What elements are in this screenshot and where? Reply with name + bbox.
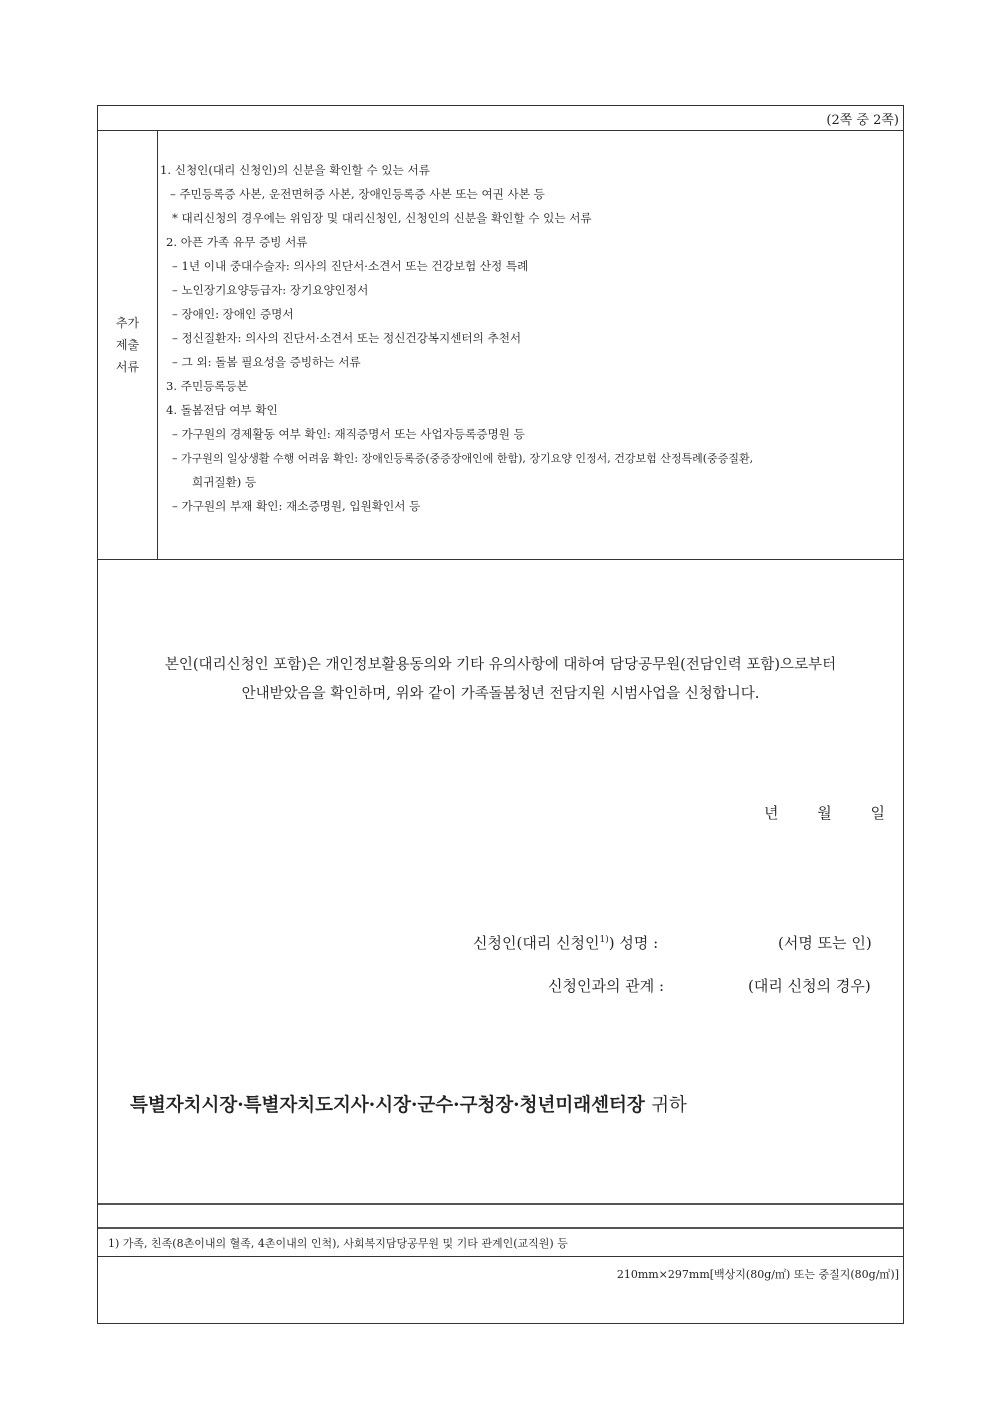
doc-item: 1. 신청인(대리 신청인)의 신분을 확인할 수 있는 서류 — [160, 163, 430, 177]
footnote: 1) 가족, 친족(8촌이내의 혈족, 4촌이내의 인척), 사회복지담당공무원 및 기타 관계인(교직원) 등 — [108, 1237, 568, 1250]
doc-item: – 1년 이내 중대수술자: 의사의 진단서·소견서 또는 건강보험 산정 특례 — [172, 259, 529, 273]
doc-item: 4. 돌봄전담 여부 확인 — [166, 403, 278, 417]
relation-label: 신청인과의 관계 : — [548, 977, 665, 995]
footnote-ref: 1) — [599, 935, 609, 945]
applicant-label-text: 신청인(대리 신청인 — [473, 934, 600, 952]
doc-item: – 주민등록증 사본, 운전면허증 사본, 장애인등록증 사본 또는 여권 사본 등 — [170, 187, 545, 201]
additional-documents-section — [98, 130, 903, 559]
additional-documents-label — [98, 130, 158, 559]
paper-spec: 210mm×297mm[백상지(80g/㎡) 또는 중질지(80g/㎡)] — [616, 1268, 899, 1281]
doc-item: * 대리신청의 경우에는 위임장 및 대리신청인, 신청인의 신분을 확인할 수 있는 서류 — [172, 211, 592, 225]
docs-label-line: 제출 — [115, 337, 140, 352]
doc-item: – 가구원의 경제활동 여부 확인: 재직증명서 또는 사업자등록증명원 등 — [172, 427, 525, 441]
date-day: 일 — [870, 804, 885, 822]
section-divider — [98, 559, 903, 560]
doc-item: – 노인장기요양등급자: 장기요양인정서 — [172, 283, 369, 297]
applicant-signature-slot: (서명 또는 인) — [778, 934, 872, 952]
relation-note: (대리 신청의 경우) — [748, 977, 871, 995]
declaration-line: 안내받았음을 확인하며, 위와 같이 가족돌봄청년 전담지원 시범사업을 신청합니다. — [241, 686, 760, 702]
form-page — [97, 105, 904, 1324]
applicant-label-end: ) 성명 : — [608, 934, 659, 952]
footnote-bottom-divider — [98, 1256, 903, 1257]
date-year: 년 — [763, 804, 779, 822]
doc-item: – 가구원의 일상생활 수행 어려움 확인: 장애인등록증(중증장애인에 한함), 장기요양 인정서, 건강보험 산정특례(중증질환, — [172, 452, 754, 465]
doc-item: 3. 주민등록등본 — [166, 379, 248, 393]
declaration-text — [98, 651, 903, 709]
page-indicator: (2쪽 중 2쪽) — [826, 113, 899, 128]
date-month: 월 — [817, 804, 832, 822]
addressee-title: 특별자치시장·특별자치도지사·시장·군수·구청장·청년미래센터장 — [130, 1095, 645, 1116]
docs-label-line: 추가 — [115, 315, 140, 330]
footnote-divider — [98, 1227, 903, 1229]
docs-label-line: 서류 — [115, 359, 140, 374]
addressee-suffix: 귀하 — [651, 1095, 687, 1116]
doc-item: 희귀질환) 등 — [192, 475, 257, 489]
declaration-line: 본인(대리신청인 포함)은 개인정보활용동의와 기타 유의사항에 대하여 담당공무원(전담인력 포함)으로부터 — [164, 657, 837, 673]
addressee — [130, 1091, 687, 1117]
doc-item: – 정신질환자: 의사의 진단서·소견서 또는 정신건강복지센터의 추천서 — [172, 331, 522, 345]
date-field — [764, 802, 885, 823]
doc-item: – 그 외: 돌봄 필요성을 증빙하는 서류 — [172, 355, 361, 369]
footer-divider — [98, 1203, 903, 1205]
doc-item: – 가구원의 부재 확인: 재소증명원, 입원확인서 등 — [172, 499, 421, 513]
doc-item: – 장애인: 장애인 증명서 — [172, 307, 294, 321]
doc-item: 2. 아픈 가족 유무 증빙 서류 — [166, 235, 308, 249]
applicant-name-label — [473, 932, 658, 953]
